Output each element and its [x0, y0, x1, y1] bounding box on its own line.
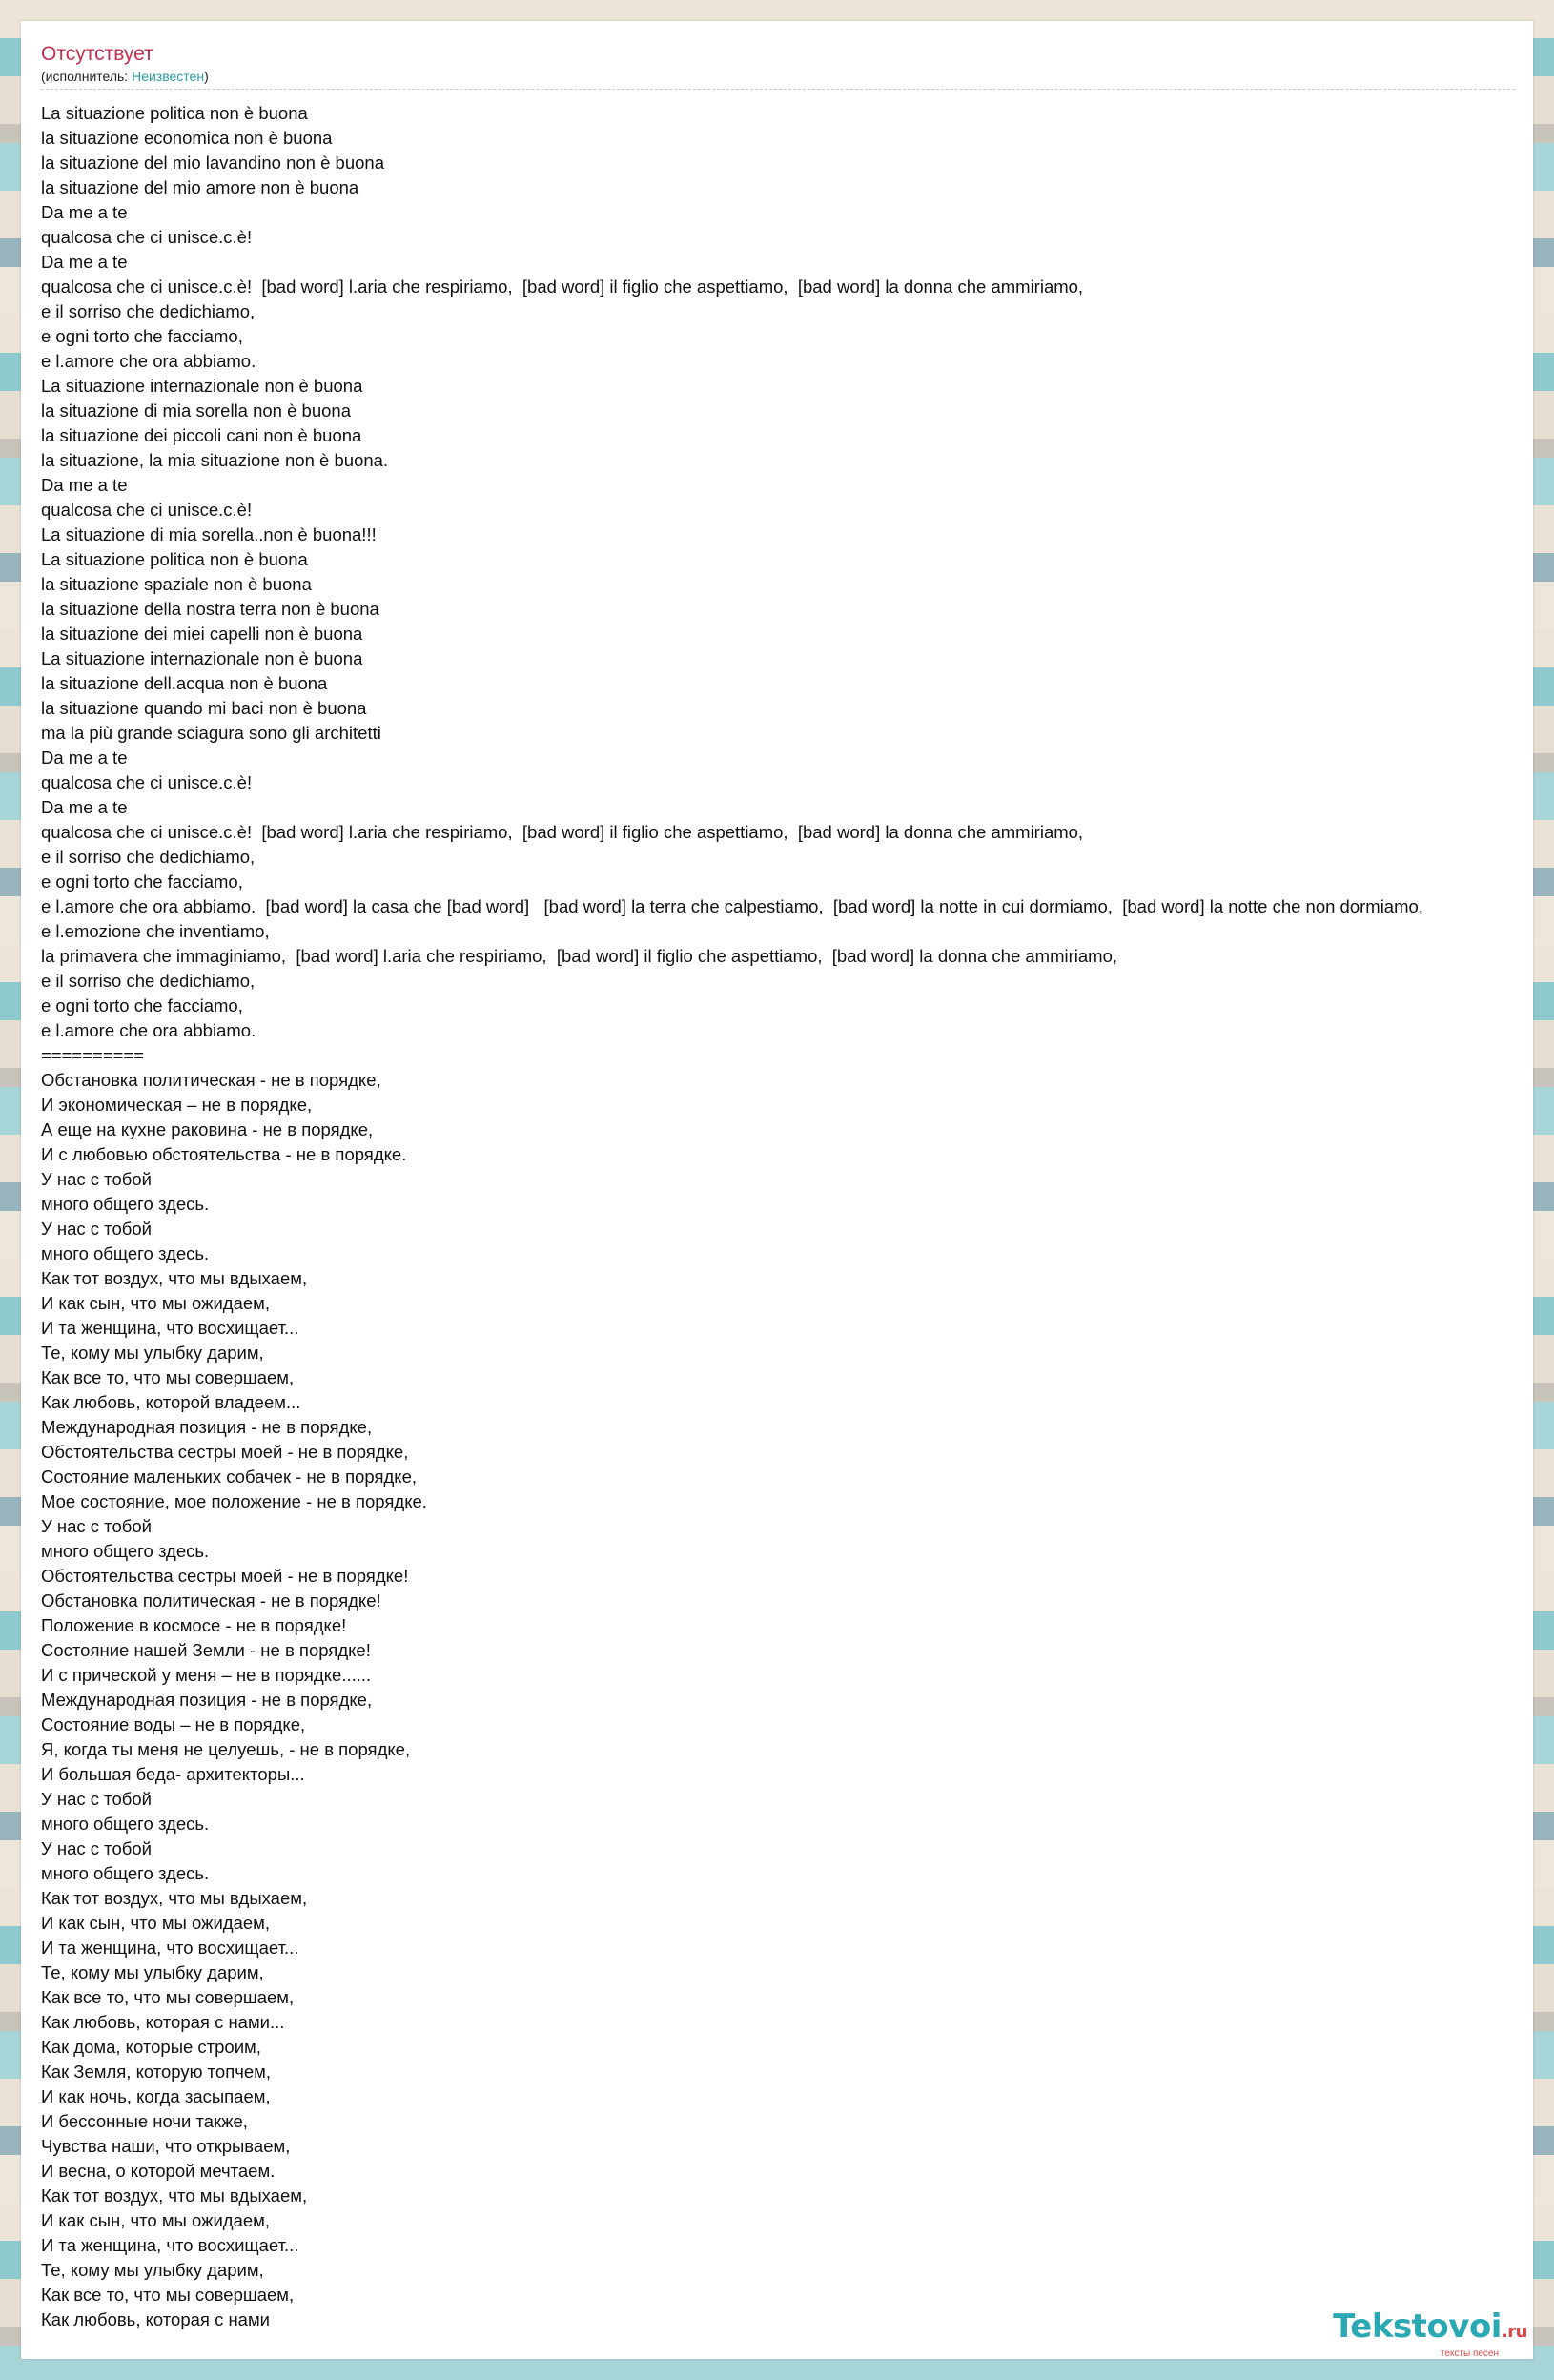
lyric-line: Как тот воздух, что мы вдыхаем, — [41, 2185, 308, 2206]
lyric-line: la situazione economica non è buona — [41, 128, 333, 148]
lyric-line: qualcosa che ci unisce.c.è! — [41, 227, 253, 247]
artist-link[interactable]: Неизвестен — [132, 69, 205, 84]
lyric-line: Как все то, что мы совершаем, — [41, 2285, 295, 2305]
lyric-line: e l.amore che ora abbiamo. [bad word] la casa che [bad word] [bad word] la terra che calpestiamo, [bad word] la notte in cui dormiamo, [bad word] la notte che non dormiamo, — [41, 896, 1423, 916]
lyric-line: Обстоятельства сестры моей - не в порядке, — [41, 1442, 409, 1462]
lyric-line: Обстановка политическая - не в порядке, — [41, 1070, 381, 1090]
lyric-line: La situazione di mia sorella..non è buona!!! — [41, 524, 377, 544]
lyric-line: Как тот воздух, что мы вдыхаем, — [41, 1888, 308, 1908]
logo-brand-name: Tekstovoi — [1333, 2308, 1502, 2346]
lyric-line: Международная позиция - не в порядке, — [41, 1417, 373, 1437]
lyric-line: qualcosa che ci unisce.c.è! [bad word] l.aria che respiriamo, [bad word] il figlio che aspettiamo, [bad word] la donna che ammiriamo, — [41, 822, 1084, 842]
lyrics-text — [41, 101, 1514, 2332]
lyric-line: la situazione di mia sorella non è buona — [41, 400, 351, 421]
lyric-line: И большая беда- архитекторы... — [41, 1764, 305, 1784]
lyric-line: Как дома, которые строим, — [41, 2037, 261, 2057]
lyric-line: И та женщина, что восхищает... — [41, 2235, 299, 2255]
artist-suffix: ) — [204, 69, 209, 84]
lyric-line: Международная позиция - не в порядке, — [41, 1690, 373, 1710]
lyric-line: Мое состояние, мое положение - не в порядке. — [41, 1491, 427, 1511]
lyric-line: Как все то, что мы совершаем, — [41, 1367, 295, 1387]
lyric-line: Как тот воздух, что мы вдыхаем, — [41, 1268, 308, 1288]
lyric-line: много общего здесь. — [41, 1814, 210, 1834]
lyric-line: Положение в космосе - не в порядке! — [41, 1615, 347, 1635]
lyric-line: e l.emozione che inventiamo, — [41, 921, 270, 941]
artist-line — [41, 68, 1514, 85]
lyric-line: У нас с тобой — [41, 1516, 152, 1536]
lyric-line: И как сын, что мы ожидаем, — [41, 1293, 271, 1313]
lyric-line: La situazione internazionale non è buona — [41, 376, 363, 396]
lyric-line: e il sorriso che dedichiamo, — [41, 971, 256, 991]
logo-brand — [1333, 2309, 1527, 2349]
lyric-line: qualcosa che ci unisce.c.è! — [41, 772, 253, 792]
divider — [41, 89, 1515, 90]
lyric-line: И как сын, что мы ожидаем, — [41, 1913, 271, 1933]
lyric-line: Как любовь, которой владеем... — [41, 1392, 301, 1412]
artist-prefix: (исполнитель: — [41, 69, 133, 84]
lyric-line: И как сын, что мы ожидаем, — [41, 2210, 271, 2230]
lyric-line: La situazione politica non è buona — [41, 103, 308, 123]
lyric-line: la situazione dei miei capelli non è buona — [41, 624, 363, 644]
lyric-line: la situazione del mio lavandino non è buona — [41, 153, 384, 173]
lyric-line: la situazione del mio amore non è buona — [41, 177, 359, 197]
logo-tagline: тексты песен — [1440, 2349, 1499, 2359]
lyric-line: La situazione internazionale non è buona — [41, 648, 363, 668]
lyric-line: e il sorriso che dedichiamo, — [41, 301, 256, 321]
lyric-line: e l.amore che ora abbiamo. — [41, 1020, 256, 1040]
lyric-line: la situazione quando mi baci non è buona — [41, 698, 367, 718]
lyric-line: la situazione, la mia situazione non è buona. — [41, 450, 389, 470]
lyric-line: e l.amore che ora abbiamo. — [41, 351, 256, 371]
lyric-line: много общего здесь. — [41, 1243, 210, 1263]
lyric-line: И с прической у меня – не в порядке...... — [41, 1665, 372, 1685]
lyric-line: Как все то, что мы совершаем, — [41, 1987, 295, 2007]
lyric-line: У нас с тобой — [41, 1789, 152, 1809]
lyric-line: la primavera che immaginiamo, [bad word] l.aria che respiriamo, [bad word] il figlio che aspettiamo, [bad word] la donna che ammiriamo, — [41, 946, 1118, 966]
lyric-line: Da me a te — [41, 748, 128, 768]
lyric-line: e ogni torto che facciamo, — [41, 995, 243, 1016]
lyric-line: Состояние нашей Земли - не в порядке! — [41, 1640, 371, 1660]
lyric-line: ========== — [41, 1045, 145, 1065]
lyric-line: la situazione spaziale non è buona — [41, 574, 312, 594]
lyric-line: Те, кому мы улыбку дарим, — [41, 2260, 264, 2280]
lyric-line: много общего здесь. — [41, 1541, 210, 1561]
lyric-line: la situazione della nostra terra non è buona — [41, 599, 379, 619]
lyric-line: Те, кому мы улыбку дарим, — [41, 1962, 264, 1982]
lyric-line: Состояние воды – не в порядке, — [41, 1714, 306, 1734]
lyric-line: Da me a te — [41, 797, 128, 817]
lyric-line: Обстоятельства сестры моей - не в порядке! — [41, 1566, 409, 1586]
lyric-line: Я, когда ты меня не целуешь, - не в порядке, — [41, 1739, 411, 1759]
lyrics-card — [21, 21, 1533, 2359]
lyric-line: La situazione politica non è buona — [41, 549, 308, 569]
lyric-line: много общего здесь. — [41, 1194, 210, 1214]
lyric-line: Чувства наши, что открываем, — [41, 2136, 291, 2156]
lyric-line: e ogni torto che facciamo, — [41, 872, 243, 892]
lyric-line: И та женщина, что восхищает... — [41, 1938, 299, 1958]
lyric-line: И с любовью обстоятельства - не в порядке. — [41, 1144, 407, 1164]
lyric-line: Da me a te — [41, 252, 128, 272]
lyric-line: Состояние маленьких собачек - не в порядке, — [41, 1467, 418, 1487]
lyric-line: Те, кому мы улыбку дарим, — [41, 1343, 264, 1363]
lyric-line: qualcosa che ci unisce.c.è! — [41, 500, 253, 520]
lyric-line: la situazione dei piccoli cani non è buona — [41, 425, 362, 445]
lyric-line: И экономическая – не в порядке, — [41, 1095, 313, 1115]
lyric-line: И бессонные ночи также, — [41, 2111, 248, 2131]
lyric-line: А еще на кухне раковина - не в порядке, — [41, 1119, 374, 1139]
lyric-line: много общего здесь. — [41, 1863, 210, 1883]
lyric-line: Как любовь, которая с нами — [41, 2309, 271, 2329]
lyric-line: ma la più grande sciagura sono gli architetti — [41, 723, 381, 743]
lyric-line: У нас с тобой — [41, 1838, 152, 1858]
lyric-line: e ogni torto che facciamo, — [41, 326, 243, 346]
logo-tld: .ru — [1501, 2322, 1527, 2342]
song-title: Отсутствует — [41, 43, 153, 65]
lyric-line: e il sorriso che dedichiamo, — [41, 847, 256, 867]
lyric-line: И весна, о которой мечтаем. — [41, 2161, 276, 2181]
site-logo[interactable] — [1333, 2309, 1527, 2359]
lyric-line: И как ночь, когда засыпаем, — [41, 2086, 271, 2106]
lyric-line: Da me a te — [41, 202, 128, 222]
lyric-line: Обстановка политическая - не в порядке! — [41, 1590, 381, 1611]
lyric-line: Как Земля, которую топчем, — [41, 2062, 272, 2082]
lyric-line: Da me a te — [41, 475, 128, 495]
lyric-line: И та женщина, что восхищает... — [41, 1318, 299, 1338]
lyric-line: Как любовь, которая с нами... — [41, 2012, 285, 2032]
lyric-line: la situazione dell.acqua non è buona — [41, 673, 328, 693]
lyric-line: У нас с тобой — [41, 1169, 152, 1189]
lyric-line: У нас с тобой — [41, 1219, 152, 1239]
lyric-line: qualcosa che ci unisce.c.è! [bad word] l.aria che respiriamo, [bad word] il figlio che aspettiamo, [bad word] la donna che ammiriamo, — [41, 277, 1084, 297]
